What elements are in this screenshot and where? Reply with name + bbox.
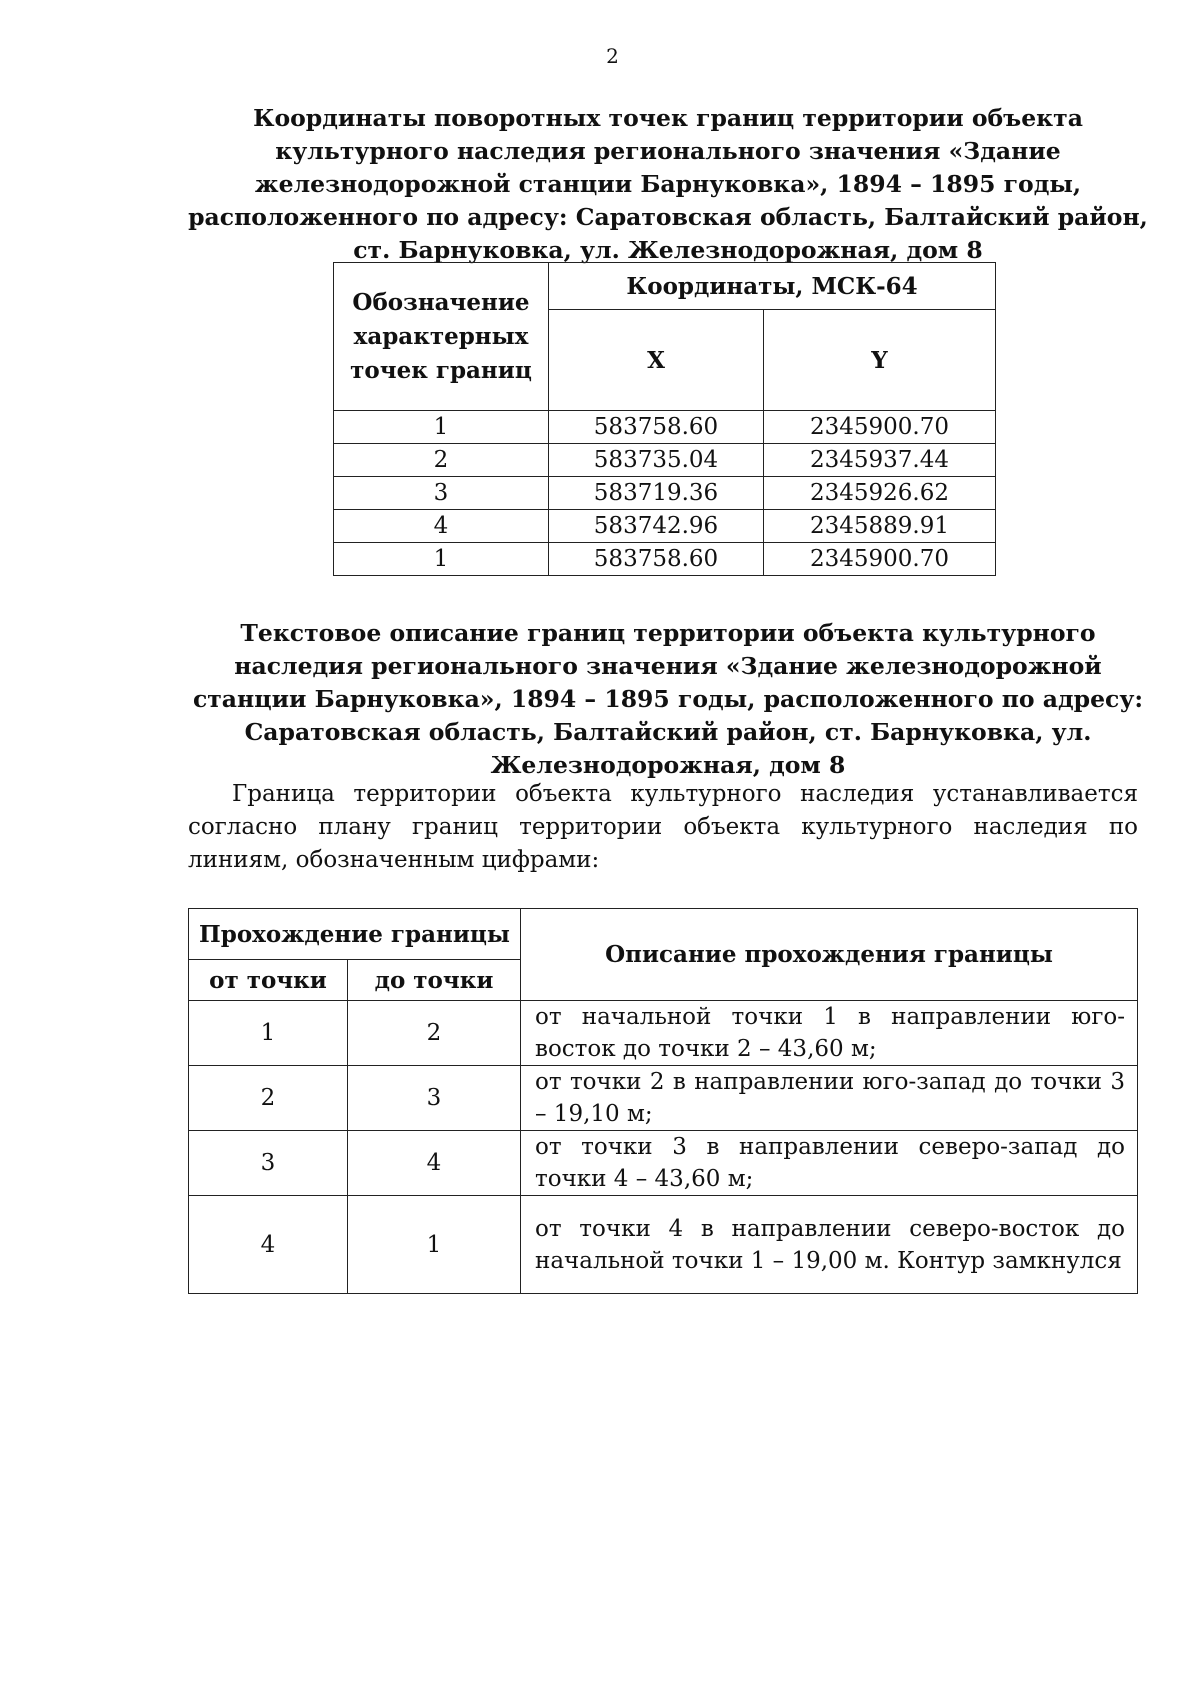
header-point-designation: Обозначение характерных точек границ (334, 263, 549, 411)
point-cell: 1 (334, 543, 549, 576)
y-cell: 2345889.91 (764, 510, 996, 543)
table-row (334, 510, 996, 543)
table-row (334, 411, 996, 444)
description-cell: от точки 4 в направлении северо-восток до начальной точки 1 – 19,00 м. Контур замкнулся (521, 1196, 1138, 1294)
point-cell: 2 (334, 444, 549, 477)
to-point-cell: 1 (348, 1196, 521, 1294)
y-cell: 2345900.70 (764, 411, 996, 444)
from-point-cell: 3 (189, 1131, 348, 1196)
table-row (189, 1196, 1138, 1294)
header-y: Y (764, 310, 996, 411)
header-boundary-passage: Прохождение границы (189, 909, 521, 960)
from-point-cell: 1 (189, 1001, 348, 1066)
header-coordinates-system: Координаты, МСК-64 (549, 263, 996, 310)
to-point-cell: 3 (348, 1066, 521, 1131)
from-point-cell: 4 (189, 1196, 348, 1294)
y-cell: 2345900.70 (764, 543, 996, 576)
x-cell: 583719.36 (549, 477, 764, 510)
table-row (334, 477, 996, 510)
y-cell: 2345937.44 (764, 444, 996, 477)
table-row (189, 1066, 1138, 1131)
x-cell: 583735.04 (549, 444, 764, 477)
description-cell: от точки 3 в направлении северо-запад до точки 4 – 43,60 м; (521, 1131, 1138, 1196)
header-x: X (549, 310, 764, 411)
to-point-cell: 4 (348, 1131, 521, 1196)
point-cell: 3 (334, 477, 549, 510)
x-cell: 583742.96 (549, 510, 764, 543)
header-boundary-description: Описание прохождения границы (521, 909, 1138, 1001)
point-cell: 4 (334, 510, 549, 543)
description-cell: от точки 2 в направлении юго-запад до точки 3 – 19,10 м; (521, 1066, 1138, 1131)
table-row (189, 1131, 1138, 1196)
table-row (334, 543, 996, 576)
x-cell: 583758.60 (549, 411, 764, 444)
header-to-point: до точки (348, 960, 521, 1001)
x-cell: 583758.60 (549, 543, 764, 576)
boundary-route-table (188, 908, 1138, 1294)
coordinates-heading: Координаты поворотных точек границ территории объекта культурного наследия регионального значения «Здание железнодорожной станции Барнуковка», 1894 – 1895 годы, расположенного по адресу: Саратовская область, Балтайский район, ст. Барнуковка, ул. Железнодорожная, дом 8 (188, 104, 1148, 264)
coordinates-table (333, 262, 996, 576)
boundary-paragraph: Граница территории объекта культурного наследия устанавливается согласно плану границ территории объекта культурного наследия по линиям, обозначенным цифрами: (188, 781, 1138, 873)
page-number: 2 (606, 44, 619, 68)
header-from-point: от точки (189, 960, 348, 1001)
description-cell: от начальной точки 1 в направлении юго-восток до точки 2 – 43,60 м; (521, 1001, 1138, 1066)
to-point-cell: 2 (348, 1001, 521, 1066)
table-row (334, 444, 996, 477)
table-row (189, 1001, 1138, 1066)
y-cell: 2345926.62 (764, 477, 996, 510)
description-heading: Текстовое описание границ территории объекта культурного наследия регионального значения «Здание железнодорожной станции Барнуковка», 1894 – 1895 годы, расположенного по адресу: Саратовская область, Балтайский район, ст. Барнуковка, ул. Железнодорожная, дом 8 (192, 619, 1144, 779)
from-point-cell: 2 (189, 1066, 348, 1131)
point-cell: 1 (334, 411, 549, 444)
